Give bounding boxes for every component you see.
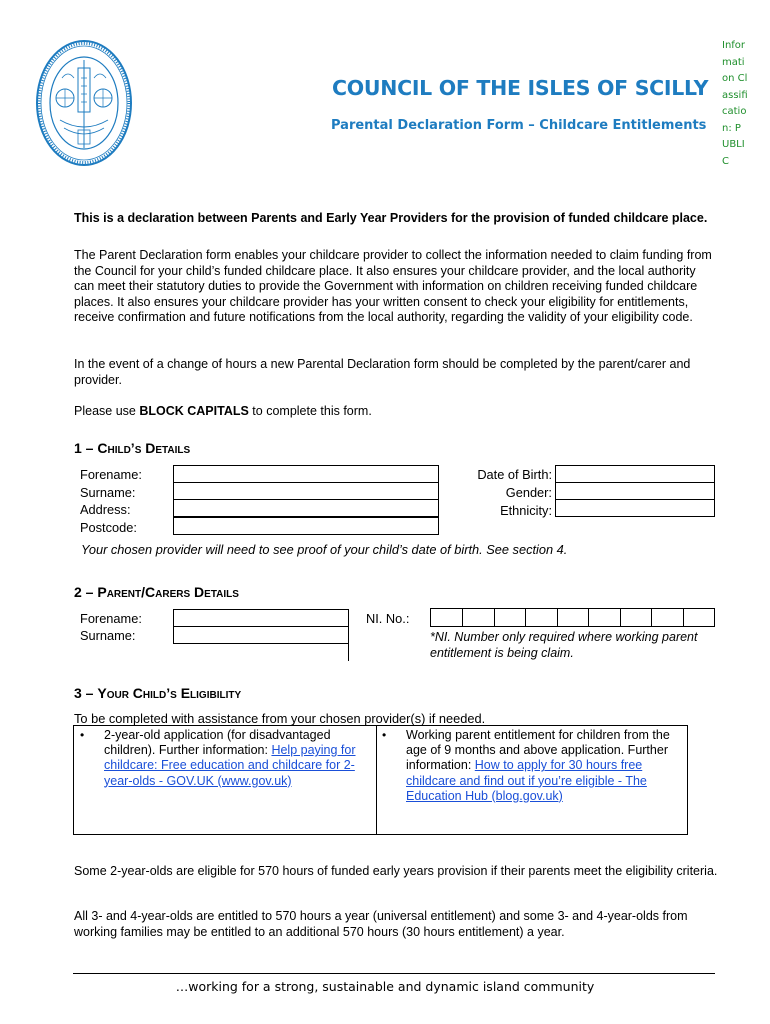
child-ethnicity-label: Ethnicity:: [500, 503, 552, 518]
form-subtitle: Parental Declaration Form – Childcare Entitlements: [331, 118, 707, 133]
child-dob-field[interactable]: [555, 465, 715, 483]
child-postcode-field[interactable]: [173, 517, 439, 535]
footer-divider: [73, 973, 715, 974]
ni-number-label: NI. No.:: [366, 611, 410, 626]
ni-number-note: *NI. Number only required where working parent entitlement is being claim.: [430, 630, 698, 660]
ni-cell-divider: [494, 609, 495, 626]
parent-forename-field[interactable]: [173, 609, 349, 627]
parent-surname-label: Surname:: [80, 628, 136, 643]
intro-heading: This is a declaration between Parents and Early Year Providers for the provision of funded childcare place.: [74, 211, 708, 225]
eligibility-intro: To be completed with assistance from your chosen provider(s) if needed.: [74, 711, 486, 726]
option-2-year-old-text: 2-year-old application (for disadvantaged children). Further information:: [104, 728, 331, 758]
ni-cell-divider: [683, 609, 684, 626]
ni-number-field[interactable]: [430, 608, 715, 627]
classification-label: Information Classification: PUBLIC: [722, 40, 748, 167]
three-four-year-olds-paragraph: All 3- and 4-year-olds are entitled to 570 hours a year (universal entitlement) and some 3- and 4-year-olds from working families may be entitled to an additional 570 hours (30 hours entitlement) a year.: [74, 909, 688, 939]
council-seal-logo: [34, 38, 134, 168]
child-forename-field[interactable]: [173, 465, 439, 483]
change-of-hours-paragraph: In the event of a change of hours a new Parental Declaration form should be completed by the parent/carer and provider.: [74, 357, 691, 387]
child-dob-label: Date of Birth:: [477, 467, 552, 482]
child-ethnicity-field[interactable]: [555, 499, 715, 517]
section-3-heading: 3 – Your Child’s Eligibility: [74, 685, 242, 701]
child-surname-field[interactable]: [173, 482, 439, 500]
child-surname-label: Surname:: [80, 485, 136, 500]
footer-tagline: …working for a strong, sustainable and dynamic island community: [175, 979, 595, 994]
child-postcode-label: Postcode:: [80, 520, 137, 535]
ni-cell-divider: [557, 609, 558, 626]
ni-cell-divider: [462, 609, 463, 626]
child-address-field[interactable]: [173, 499, 439, 517]
eligibility-option-2-year-old[interactable]: [80, 728, 370, 789]
dob-proof-note: Your chosen provider will need to see proof of your child’s date of birth. See section 4.: [81, 542, 568, 557]
child-forename-label: Forename:: [80, 467, 142, 482]
eligibility-option-working-parent[interactable]: [382, 728, 682, 804]
child-gender-label: Gender:: [505, 485, 552, 500]
ni-cell-divider: [588, 609, 589, 626]
child-gender-field[interactable]: [555, 482, 715, 500]
page-title: COUNCIL OF THE ISLES OF SCILLY: [332, 76, 709, 100]
apply-30-hours-link[interactable]: How to apply for 30 hours free childcare and find out if you’re eligible - The Education Hub (blog.gov.uk): [406, 758, 647, 803]
section-2-heading: 2 – Parent/Carers Details: [74, 584, 239, 600]
intro-paragraph: The Parent Declaration form enables your childcare provider to collect the information needed to claim funding from the Council for your child’s funded childcare place. It also ensures your childcare provider, and the local authority can meet their statutory duties to provide the Government with information on children receiving funded childcare places. It also ensures your childcare provider has your written consent to check your eligibility for entitlements, receive confirmation and future notifications from the local authority, regarding the validity of your eligibility code.: [74, 248, 712, 324]
bullet-icon: •: [80, 728, 85, 742]
block-capitals-instruction: Please use BLOCK CAPITALS to complete this form.: [74, 404, 372, 418]
bullet-icon: •: [382, 728, 387, 742]
ni-cell-divider: [620, 609, 621, 626]
parent-forename-label: Forename:: [80, 611, 142, 626]
ni-cell-divider: [651, 609, 652, 626]
help-paying-childcare-link[interactable]: Help paying for childcare: Free education and childcare for 2-year-olds - GOV.UK (www.gov.uk): [104, 743, 356, 788]
eligibility-table-divider: [376, 726, 377, 834]
eligibility-table: [73, 725, 688, 835]
section-1-heading: 1 – Child’s Details: [74, 440, 191, 456]
parent-surname-field[interactable]: [173, 626, 349, 644]
option-working-parent-text: Working parent entitlement for children from the age of 9 months and above application. Further information:: [406, 728, 670, 773]
child-address-label: Address:: [80, 502, 131, 517]
two-year-olds-paragraph: Some 2-year-olds are eligible for 570 hours of funded early years provision if their parents meet the eligibility criteria.: [74, 864, 718, 878]
ni-cell-divider: [525, 609, 526, 626]
surname-field-divider: [348, 643, 349, 661]
